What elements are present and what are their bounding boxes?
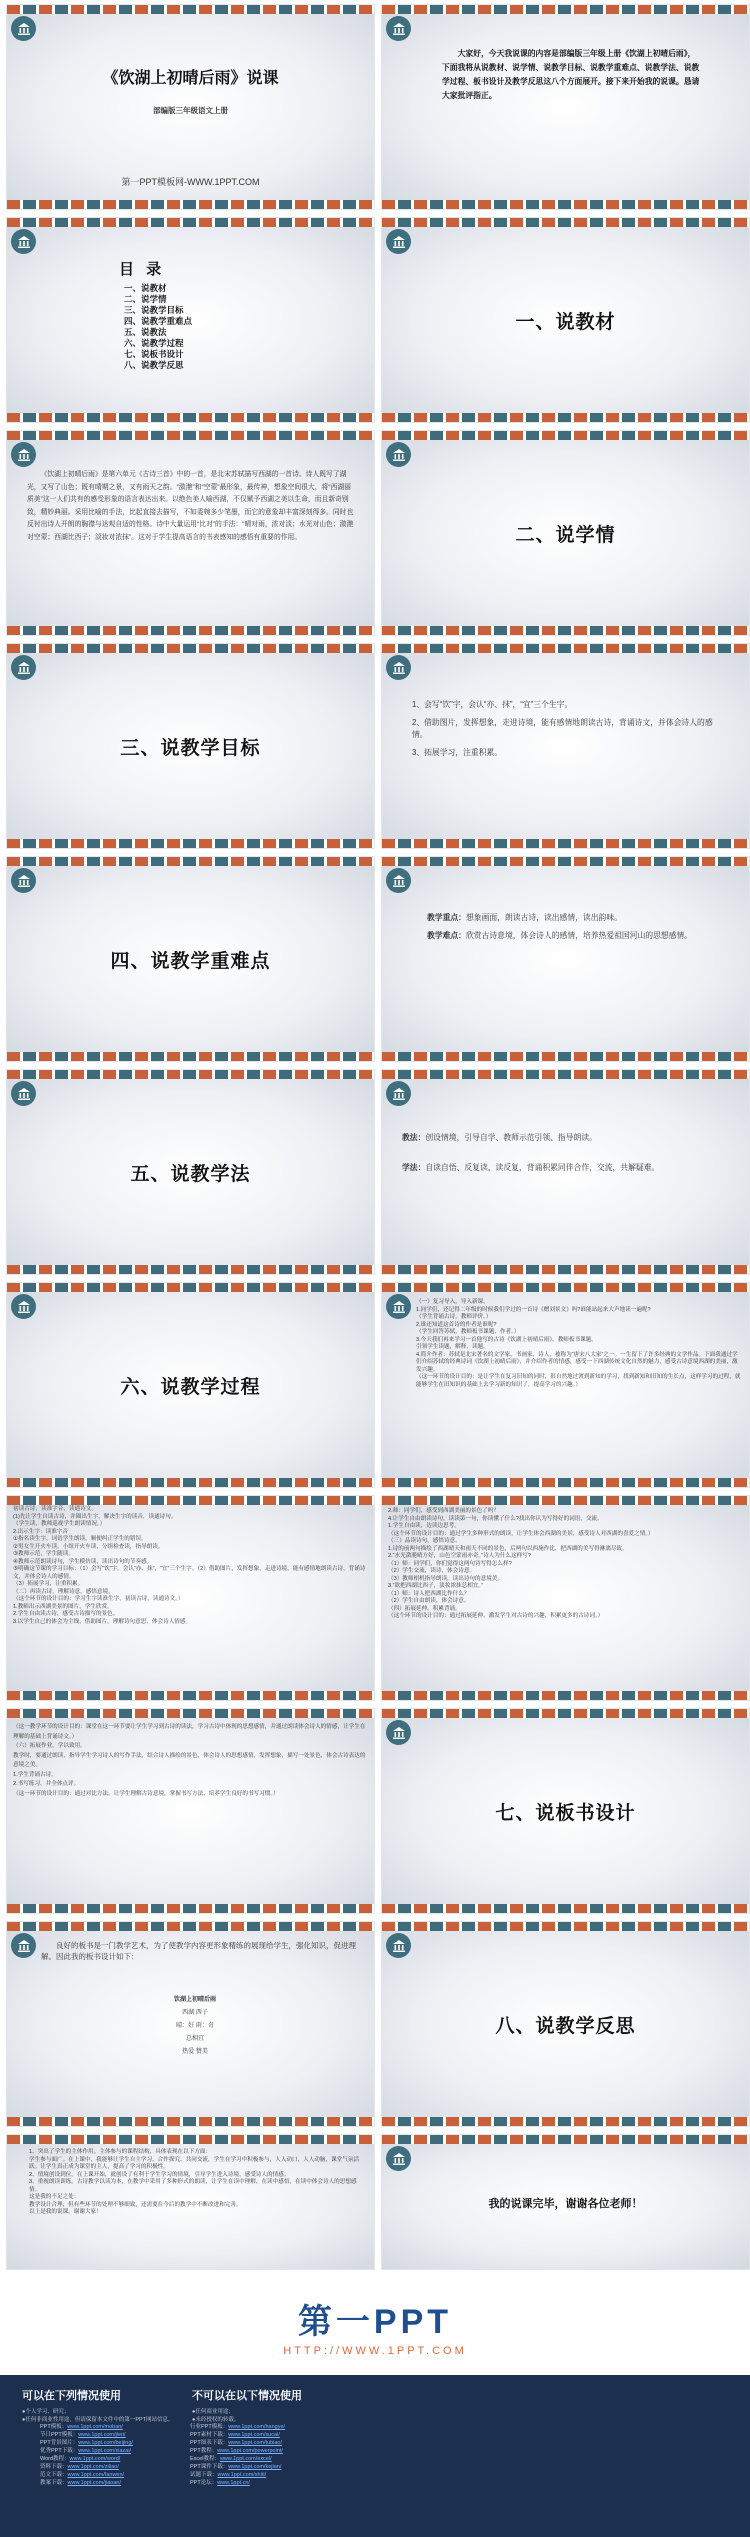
stripe-top bbox=[7, 431, 374, 440]
section-title: 八、说教学反思 bbox=[495, 2015, 636, 2037]
stripe-top bbox=[382, 5, 749, 14]
link[interactable]: www.1ppt.com/sucai/ bbox=[228, 2432, 280, 2438]
toc-item[interactable]: 四、说教学重难点 bbox=[124, 316, 193, 326]
slide-title[interactable] bbox=[6, 4, 375, 210]
section-title: 六、说教学过程 bbox=[120, 1376, 261, 1398]
stripe-bottom bbox=[382, 626, 749, 635]
method-label: 教法： bbox=[402, 1133, 426, 1142]
board-line: 饮湖上初晴后雨 bbox=[173, 1997, 216, 2003]
process-line: 1.诗的前两句描绘了西湖晴天和雨天不同的景色，后两句以西施作比，把西湖的美写得淋漓尽致。 bbox=[388, 1545, 628, 1552]
process-line: （四）拓展延伸，积累背诵。 bbox=[388, 1605, 461, 1612]
process-line: 2.出示生字：读准字音 bbox=[13, 1528, 69, 1535]
process-line: （2）学生自由朗读，体会诗意。 bbox=[388, 1598, 470, 1604]
logo-icon bbox=[386, 16, 411, 41]
process-line: （二）再读古诗，理解诗意，感悟意境。 bbox=[13, 1588, 114, 1595]
toc-item[interactable]: 六、说教学过程 bbox=[124, 338, 184, 348]
stripe-bottom bbox=[382, 1904, 749, 1913]
reflection-line: 3、重视朗读训练。古诗教学以读为本，在教学中采用了多种形式的朗读，让学生在读中理解，在读中感悟，在读中体会诗人的思想感情。 bbox=[29, 2179, 357, 2193]
link-label: 节日PPT模板： bbox=[40, 2432, 79, 2438]
link-label: PPT课件下载： bbox=[190, 2464, 229, 2470]
link-label: 试题下载： bbox=[190, 2472, 218, 2478]
link-label: Word教程： bbox=[40, 2456, 70, 2462]
toc-heading: 目 录 bbox=[119, 261, 166, 278]
process-line: 1.学生自由读，边读边思考。 bbox=[388, 1523, 460, 1529]
method-text: 自读自悟、反复读，读反复，背诵积累同伴合作，交流，共解疑难。 bbox=[425, 1163, 660, 1172]
stripe-bottom bbox=[7, 1265, 374, 1274]
process-line: （学生读，教师巡视学生朗读情况。） bbox=[13, 1521, 106, 1527]
toc-item[interactable]: 七、说板书设计 bbox=[124, 349, 184, 359]
logo-icon bbox=[11, 442, 36, 467]
keypoint-label: 教学难点： bbox=[427, 931, 466, 940]
reflection-line: 1、突出了学生的主体作用。主体参与的课程结构，具体表现在以下方面： bbox=[29, 2149, 212, 2155]
stripe-bottom bbox=[7, 1478, 374, 1487]
process-line: 引领学生读题，解释，读题。 bbox=[416, 1344, 489, 1350]
textbook-text: 《饮湖上初晴后雨》是第六单元《古诗三首》中的一首，是北宋苏轼描写西湖的一首诗。诗人既写了湖光，又写了山色；既有晴期之景，又有雨天之韵。“潋滟”和“空蒙”最形象，最传神，想象空间很大，将“西湖丽质美”这一人们共有的感受形象的语言表达出来。以绝色美人喻西湖，不仅赋予西湖之美以生命，而且新奇别致，精妙典丽。采用比喻的手法，比起直接去描写，不如委婉多少笔墨，而它的意象却丰富深刻得多。同时也反衬出诗人开朗的胸襟与达观自适的性格。诗中大量运用“比对”的手法：“晴对雨，浓对淡；水光对山色；潋滟对空蒙；西湖比西子；淡妆对浓抹”。这对于学生提高语言的书表感知的感悟有重要的作用。 bbox=[27, 471, 354, 541]
process-line: （1）师：同学们，你们觉得这两句诗写得怎么样? bbox=[388, 1560, 512, 1567]
process-line: 2.师：同学们，感受到西湖美丽的景色了吗？ bbox=[388, 1508, 499, 1514]
link[interactable]: www.1ppt.com/xiazai/ bbox=[78, 2448, 132, 2454]
process-line: ②男女生开火车读，小组开火车读，分组检查读，指导朗读。 bbox=[13, 1543, 164, 1550]
process-line: 3.今天我们再来学习一首他写的古诗《饮湖上初晴后雨》，教师板书课题。 bbox=[416, 1336, 597, 1343]
process-line: 1.教师出示西湖美景的图片，学生欣赏。 bbox=[13, 1603, 113, 1610]
slide-board[interactable] bbox=[6, 1921, 375, 2127]
process-line: 初读古诗，读准字音，读通诗文。 bbox=[13, 1506, 97, 1512]
reflection-line: 教学设计合理，但有些环节的处理不够细致，还需要在今后的教学中不断改进和完善。 bbox=[29, 2201, 242, 2208]
link-label: Excel教程： bbox=[190, 2456, 220, 2462]
usage-line: ●未经授权的转载。 bbox=[192, 2417, 240, 2423]
slide-section-5[interactable] bbox=[6, 1069, 375, 1275]
slide-process-1[interactable] bbox=[381, 1282, 750, 1488]
process-line: 3.“欲把西湖比西子，淡妆浓抹总相宜。” bbox=[388, 1583, 484, 1589]
link[interactable]: www.1ppt.com/shiti/ bbox=[217, 2472, 267, 2478]
toc-item[interactable]: 二、说学情 bbox=[124, 294, 167, 304]
process-line: （这一教学环节的设计目的：课堂在这一环节要让学生学习到古诗的读法，学习古诗中体现的思想感情，并通过朗读体会诗人的情感，让学生在理解的基础上背诵诗文。） bbox=[13, 1724, 366, 1740]
slide-methods[interactable] bbox=[381, 1069, 750, 1275]
toc-list bbox=[124, 283, 192, 371]
link-label: PPT模板： bbox=[40, 2424, 68, 2430]
keypoint-2 bbox=[427, 930, 717, 942]
stripe-bottom bbox=[7, 626, 374, 635]
process-line: ①指名读生字，词语学生朗读，顺便纠正学生的错误。 bbox=[13, 1536, 147, 1542]
intro-text: 大家好，今天我说课的内容是部编版三年级上册《饮湖上初晴后雨》，下面我将从说教材、说学情、说教学目标、说教学重难点、说教学法、说教学过程、板书设计及教学反思这八个方面展开。接下来开始我的说课。恳请大家批评指正。 bbox=[442, 49, 700, 100]
link[interactable]: www.1ppt.com/jieri/ bbox=[78, 2432, 126, 2438]
stripe-bottom bbox=[382, 1052, 749, 1061]
process-text bbox=[416, 1299, 741, 1389]
stripe-bottom bbox=[7, 1691, 374, 1700]
stripe-top bbox=[7, 1496, 374, 1505]
stripe-top bbox=[7, 1922, 374, 1931]
link[interactable]: www.1ppt.com/hangye/ bbox=[228, 2424, 286, 2430]
usage-line: ●任何非商业性用途，但请保留本文件中的第一PPT网站信息。 bbox=[22, 2417, 174, 2423]
logo-icon bbox=[11, 229, 36, 254]
link[interactable]: www.1ppt.com/excel/ bbox=[219, 2456, 272, 2462]
stripe-top bbox=[382, 1496, 749, 1505]
link[interactable]: www.1ppt.com/kejian/ bbox=[228, 2464, 282, 2470]
section-title: 一、说教材 bbox=[515, 311, 616, 333]
process-line: 4.让学生自由朗读诗句，读读第一句，你读懂了什么?找出你认为写得好的词语，交流。 bbox=[388, 1515, 603, 1522]
link[interactable]: www.1ppt.com/moban/ bbox=[67, 2424, 123, 2430]
process-line: ④教师示范朗读诗句，学生模仿读，读出诗句的节奏感。 bbox=[13, 1558, 153, 1565]
link[interactable]: www.1ppt.com/powerpoint/ bbox=[217, 2448, 283, 2454]
process-line: （3）拓展学习，注重积累。 bbox=[13, 1581, 84, 1587]
link-label: 行业PPT模板： bbox=[190, 2424, 229, 2430]
brand-logo[interactable]: 第一PPT bbox=[297, 2302, 453, 2341]
stripe-bottom bbox=[7, 1904, 374, 1913]
link-label: PPT素材下载： bbox=[190, 2432, 229, 2438]
link-label: PPT图表下载： bbox=[190, 2440, 229, 2446]
logo-icon bbox=[386, 868, 411, 893]
process-line: （一）复习导入，导入新课。 bbox=[416, 1299, 489, 1305]
reflection-line: 学生参与面广。在上课中，我能够让学生自主学习、合作探究、共同交流，学生在学习中积极参与，人人动口，人人动脑，课堂气氛活跃。让学生真正成为课堂的主人，提高了学习的积极性。 bbox=[29, 2156, 360, 2170]
stripe-bottom bbox=[382, 413, 749, 422]
thanks-text: 我的说课完毕，谢谢各位老师！ bbox=[488, 2198, 643, 2210]
stripe-top bbox=[7, 5, 374, 14]
process-line: （3）教师相机指导朗读，读出诗句的意境美。 bbox=[388, 1575, 503, 1582]
process-line: (1)先让学生自读古诗，并圈出生字，解决生字的读音，读通诗句。 bbox=[13, 1513, 177, 1520]
brand-url[interactable]: HTTP://WWW.1PPT.COM bbox=[283, 2344, 467, 2357]
link[interactable]: www.1ppt.com/tubiao/ bbox=[228, 2440, 283, 2446]
link[interactable]: www.1ppt.com/jiaoan/ bbox=[67, 2480, 122, 2486]
stripe-top bbox=[382, 1283, 749, 1292]
goal-item: 1、会写“饮”字，会认“亦、抹”，“宜”三个生字。 bbox=[412, 700, 573, 709]
keypoint-1 bbox=[427, 912, 717, 924]
toc-item[interactable]: 五、说教法 bbox=[124, 327, 167, 337]
board-line: 热爱 赞美 bbox=[182, 2049, 208, 2055]
stripe-bottom bbox=[7, 413, 374, 422]
toc-item[interactable]: 一、说教材 bbox=[124, 283, 167, 293]
process-line: ⑤明确这节课的学习目标：（1）会写“饮”字，会认“亦、抹”，“宜”三个生字。（2）借助图片，发挥想象，走进诗境，能有感情地朗读古诗，背诵诗文，并体会诗人的感情。 bbox=[13, 1566, 366, 1580]
process-line: 教学时，要通过朗读，指导学生学习诗人的写作手法，结合诗人描绘的景色，体会诗人的思想感情，发挥想象，描写一处景色，体会古诗表达的意境之美。 bbox=[13, 1752, 366, 1768]
stripe-top bbox=[382, 857, 749, 866]
site-credit: 第一PPT模板网-WWW.1PPT.COM bbox=[121, 177, 260, 187]
method-1 bbox=[402, 1132, 732, 1144]
usage-allowed bbox=[22, 2387, 174, 2424]
section-title: 五、说教学法 bbox=[130, 1163, 251, 1185]
slide-section-1[interactable] bbox=[381, 217, 750, 423]
keypoint-label: 教学重点： bbox=[427, 913, 466, 922]
link-label: PPT背景图片： bbox=[40, 2440, 79, 2446]
slide-thanks[interactable] bbox=[381, 2134, 750, 2270]
process-line: （这一环节的设计目的：是让学生在复习旧知的同时，很自然地过渡到新知的学习，找到新知和旧知的生长点，这样学习的过程，就能够学生在旧知识的基础上去学习新的知识了，提高学习的兴趣。） bbox=[416, 1374, 741, 1388]
slide-textbook[interactable] bbox=[6, 430, 375, 636]
stripe-top bbox=[382, 644, 749, 653]
process-line: 1.学生背诵古诗。 bbox=[13, 1771, 57, 1778]
stripe-top bbox=[382, 2135, 749, 2144]
process-line: 2.谁还知道这首诗的作者是谁呢? bbox=[416, 1321, 497, 1328]
slide-section-2[interactable] bbox=[381, 430, 750, 636]
process-line: 4.简介作者：苏轼是北宋著名的文学家、书画家，诗人，被称为“唐宋八大家”之一。一生留下了许多经典的文学作品。下面我通过学们介绍苏轼的经典诗词《饮湖上初晴后雨》，并介绍作者的情感，感受一下西湖传统文化自然的魅力，感受古诗意境西湖的美丽，激发兴趣。 bbox=[416, 1351, 738, 1373]
keypoint-text: 欣赏古诗意境，体会诗人的感情，培养热爱祖国河山的思想感情。 bbox=[465, 931, 693, 940]
usage-forbidden bbox=[192, 2387, 302, 2424]
slide-section-4[interactable] bbox=[6, 856, 375, 1062]
slide-section-3[interactable] bbox=[6, 643, 375, 849]
footer-logo-band bbox=[0, 2275, 750, 2375]
section-title: 三、说教学目标 bbox=[120, 737, 261, 759]
link[interactable]: www.1ppt.com/word/ bbox=[69, 2456, 121, 2462]
link-label: PPT论坛： bbox=[190, 2480, 218, 2486]
usage-line: ●个人学习、研究； bbox=[22, 2409, 70, 2415]
slide-subtitle: 部编版三年级语文上册 bbox=[153, 106, 228, 115]
slide-process-4[interactable] bbox=[6, 1708, 375, 1914]
logo-icon bbox=[386, 655, 411, 680]
section-title: 七、说板书设计 bbox=[495, 1802, 636, 1824]
stripe-top bbox=[7, 2135, 374, 2144]
link-list-left bbox=[40, 2423, 133, 2487]
link[interactable]: www.1ppt.cn/ bbox=[217, 2480, 250, 2486]
logo-icon bbox=[386, 1294, 411, 1319]
toc-item[interactable]: 三、说教学目标 bbox=[124, 305, 184, 315]
method-2 bbox=[402, 1162, 732, 1174]
slide-title-text: 《饮湖上初晴后雨》说课 bbox=[102, 70, 279, 87]
process-line: ③教师示范，学生随读。 bbox=[13, 1551, 74, 1557]
stripe-bottom bbox=[382, 200, 749, 209]
link-label: 范文下载： bbox=[40, 2472, 68, 2478]
usage-allowed-title: 可以在下列情况使用 bbox=[22, 2390, 121, 2402]
process-line: （2）学生交流，读诗，体会诗意。 bbox=[388, 1568, 476, 1574]
slide-process-3[interactable] bbox=[381, 1495, 750, 1701]
stripe-bottom bbox=[7, 2117, 374, 2126]
logo-icon bbox=[386, 1081, 411, 1106]
process-line: （这一环节的设计目的：通过对比方法，让学生理解古诗意境，掌握书写方法，培养学生良好的书写习惯。） bbox=[13, 1790, 279, 1797]
goal-item: 2、借助图片，发挥想象，走进诗境，能有感情地朗读古诗，背诵诗文，并体会诗人的感情。 bbox=[412, 718, 713, 739]
usage-line: ●任何商业用途； bbox=[192, 2409, 234, 2415]
logo-icon bbox=[386, 2146, 411, 2171]
stripe-top bbox=[7, 1709, 374, 1718]
process-line: （学生回答苏轼，教师板书课题、作者。） bbox=[416, 1329, 520, 1335]
slide-section-8[interactable] bbox=[381, 1921, 750, 2127]
link-label: 优秀PPT下载： bbox=[40, 2448, 79, 2454]
slide-process-2[interactable] bbox=[6, 1495, 375, 1701]
slide-toc[interactable] bbox=[6, 217, 375, 423]
slide-section-7[interactable] bbox=[381, 1708, 750, 1914]
keypoint-text: 想象画面，朗读古诗，读出感情，读出韵味。 bbox=[465, 913, 622, 922]
stripe-top bbox=[7, 218, 374, 227]
slide-reflection[interactable] bbox=[6, 2134, 375, 2270]
process-line: 2.“水光潋滟晴方好，山色空蒙雨亦奇。”诗人为什么这样写? bbox=[388, 1553, 531, 1559]
process-text bbox=[13, 1723, 368, 1799]
stripe-bottom bbox=[382, 1265, 749, 1274]
reflection-line: 以上是我的说课，谢谢大家！ bbox=[29, 2209, 102, 2215]
stripe-top bbox=[382, 1070, 749, 1079]
goal-item: 3、拓展学习，注重积累。 bbox=[412, 748, 503, 757]
link[interactable]: www.1ppt.com/beijing/ bbox=[78, 2440, 133, 2446]
logo-icon bbox=[11, 1933, 36, 1958]
reflection-text bbox=[29, 2149, 364, 2217]
board-line: 总相宜 bbox=[185, 2036, 204, 2042]
reflection-line: 2、情境创设到位。在上课开始，就创设了有利于学生学习的情境，引导学生进入诗境，感受诗人的情感。 bbox=[29, 2171, 290, 2178]
stripe-bottom bbox=[382, 1478, 749, 1487]
process-line: （三）品读诗句，感悟诗意。 bbox=[388, 1538, 461, 1544]
link[interactable]: www.1ppt.com/fanwen/ bbox=[67, 2472, 125, 2478]
link-list-right bbox=[190, 2423, 285, 2487]
link[interactable]: www.1ppt.com/ziliao/ bbox=[67, 2464, 119, 2470]
slide-section-6[interactable] bbox=[6, 1282, 375, 1488]
slide-goals[interactable] bbox=[381, 643, 750, 849]
slide-keypoints[interactable] bbox=[381, 856, 750, 1062]
process-line: 3.以学生自己的体会为主线，借助图片，理解诗句意思，体会诗人情感。 bbox=[13, 1618, 192, 1625]
board-line: 西湖 西子 bbox=[182, 2010, 208, 2016]
board-layout bbox=[145, 1994, 245, 2059]
method-label: 学法： bbox=[402, 1163, 426, 1172]
process-line: 2.学生自由读古诗，感受古诗描写的景色。 bbox=[13, 1611, 119, 1617]
stripe-bottom bbox=[7, 200, 374, 209]
process-line: 2.书写练习，并全体点评。 bbox=[13, 1781, 80, 1787]
board-intro: 良好的板书是一门教学艺术，为了使教学内容更形象精练的展现给学生，强化知识，促进理解。因此我的板书设计如下： bbox=[41, 1941, 356, 1961]
stripe-bottom bbox=[382, 2117, 749, 2126]
process-line: 1.同学们，还记得二年级的时候我们学过的一首诗《赠刘景文》吗?谁能站起来大声地读一遍呢? bbox=[416, 1306, 651, 1313]
process-line: （这个环节的设计目的：通过学生多种形式的朗读，让学生体会西湖的美景，感受诗人对西湖的喜爱之情。） bbox=[388, 1530, 654, 1537]
reflection-line: 这是我的不足之处： bbox=[29, 2194, 80, 2200]
slide-intro[interactable] bbox=[381, 4, 750, 210]
process-text bbox=[13, 1506, 368, 1626]
process-line: （这个环节的设计目的：通过拓展延伸，激发学生对古诗的兴趣，积累更多的古诗词。） bbox=[388, 1613, 604, 1619]
link-label: 教案下载： bbox=[40, 2480, 68, 2486]
process-line: （1）师：诗人把西湖比作什么？ bbox=[388, 1590, 470, 1597]
link-label: PPT教程： bbox=[190, 2448, 218, 2454]
stripe-bottom bbox=[7, 839, 374, 848]
process-line: （六）拓展作业，学以致用。 bbox=[13, 1743, 86, 1749]
footer-banner bbox=[0, 2275, 750, 2537]
method-text: 创设情境，引导自学、教师示范引领、指导朗读。 bbox=[425, 1133, 597, 1142]
process-line: （这个环节的设计目的：学习生字读准生字，初读古诗，读通诗文。） bbox=[13, 1596, 184, 1602]
toc-item[interactable]: 八、说教学反思 bbox=[124, 360, 184, 370]
board-line: 晴：好 雨：奇 bbox=[176, 2023, 214, 2029]
usage-forbidden-title: 不可以在以下情况使用 bbox=[192, 2390, 302, 2402]
section-title: 四、说教学重难点 bbox=[110, 950, 271, 972]
section-title: 二、说学情 bbox=[515, 524, 616, 546]
link-label: 资料下载： bbox=[40, 2464, 68, 2470]
process-text bbox=[388, 1508, 743, 1621]
stripe-bottom bbox=[382, 839, 749, 848]
stripe-bottom bbox=[7, 1052, 374, 1061]
stripe-bottom bbox=[382, 1691, 749, 1700]
process-line: （学生背诵古诗，教师评价。） bbox=[416, 1314, 492, 1320]
logo-icon bbox=[11, 16, 36, 41]
